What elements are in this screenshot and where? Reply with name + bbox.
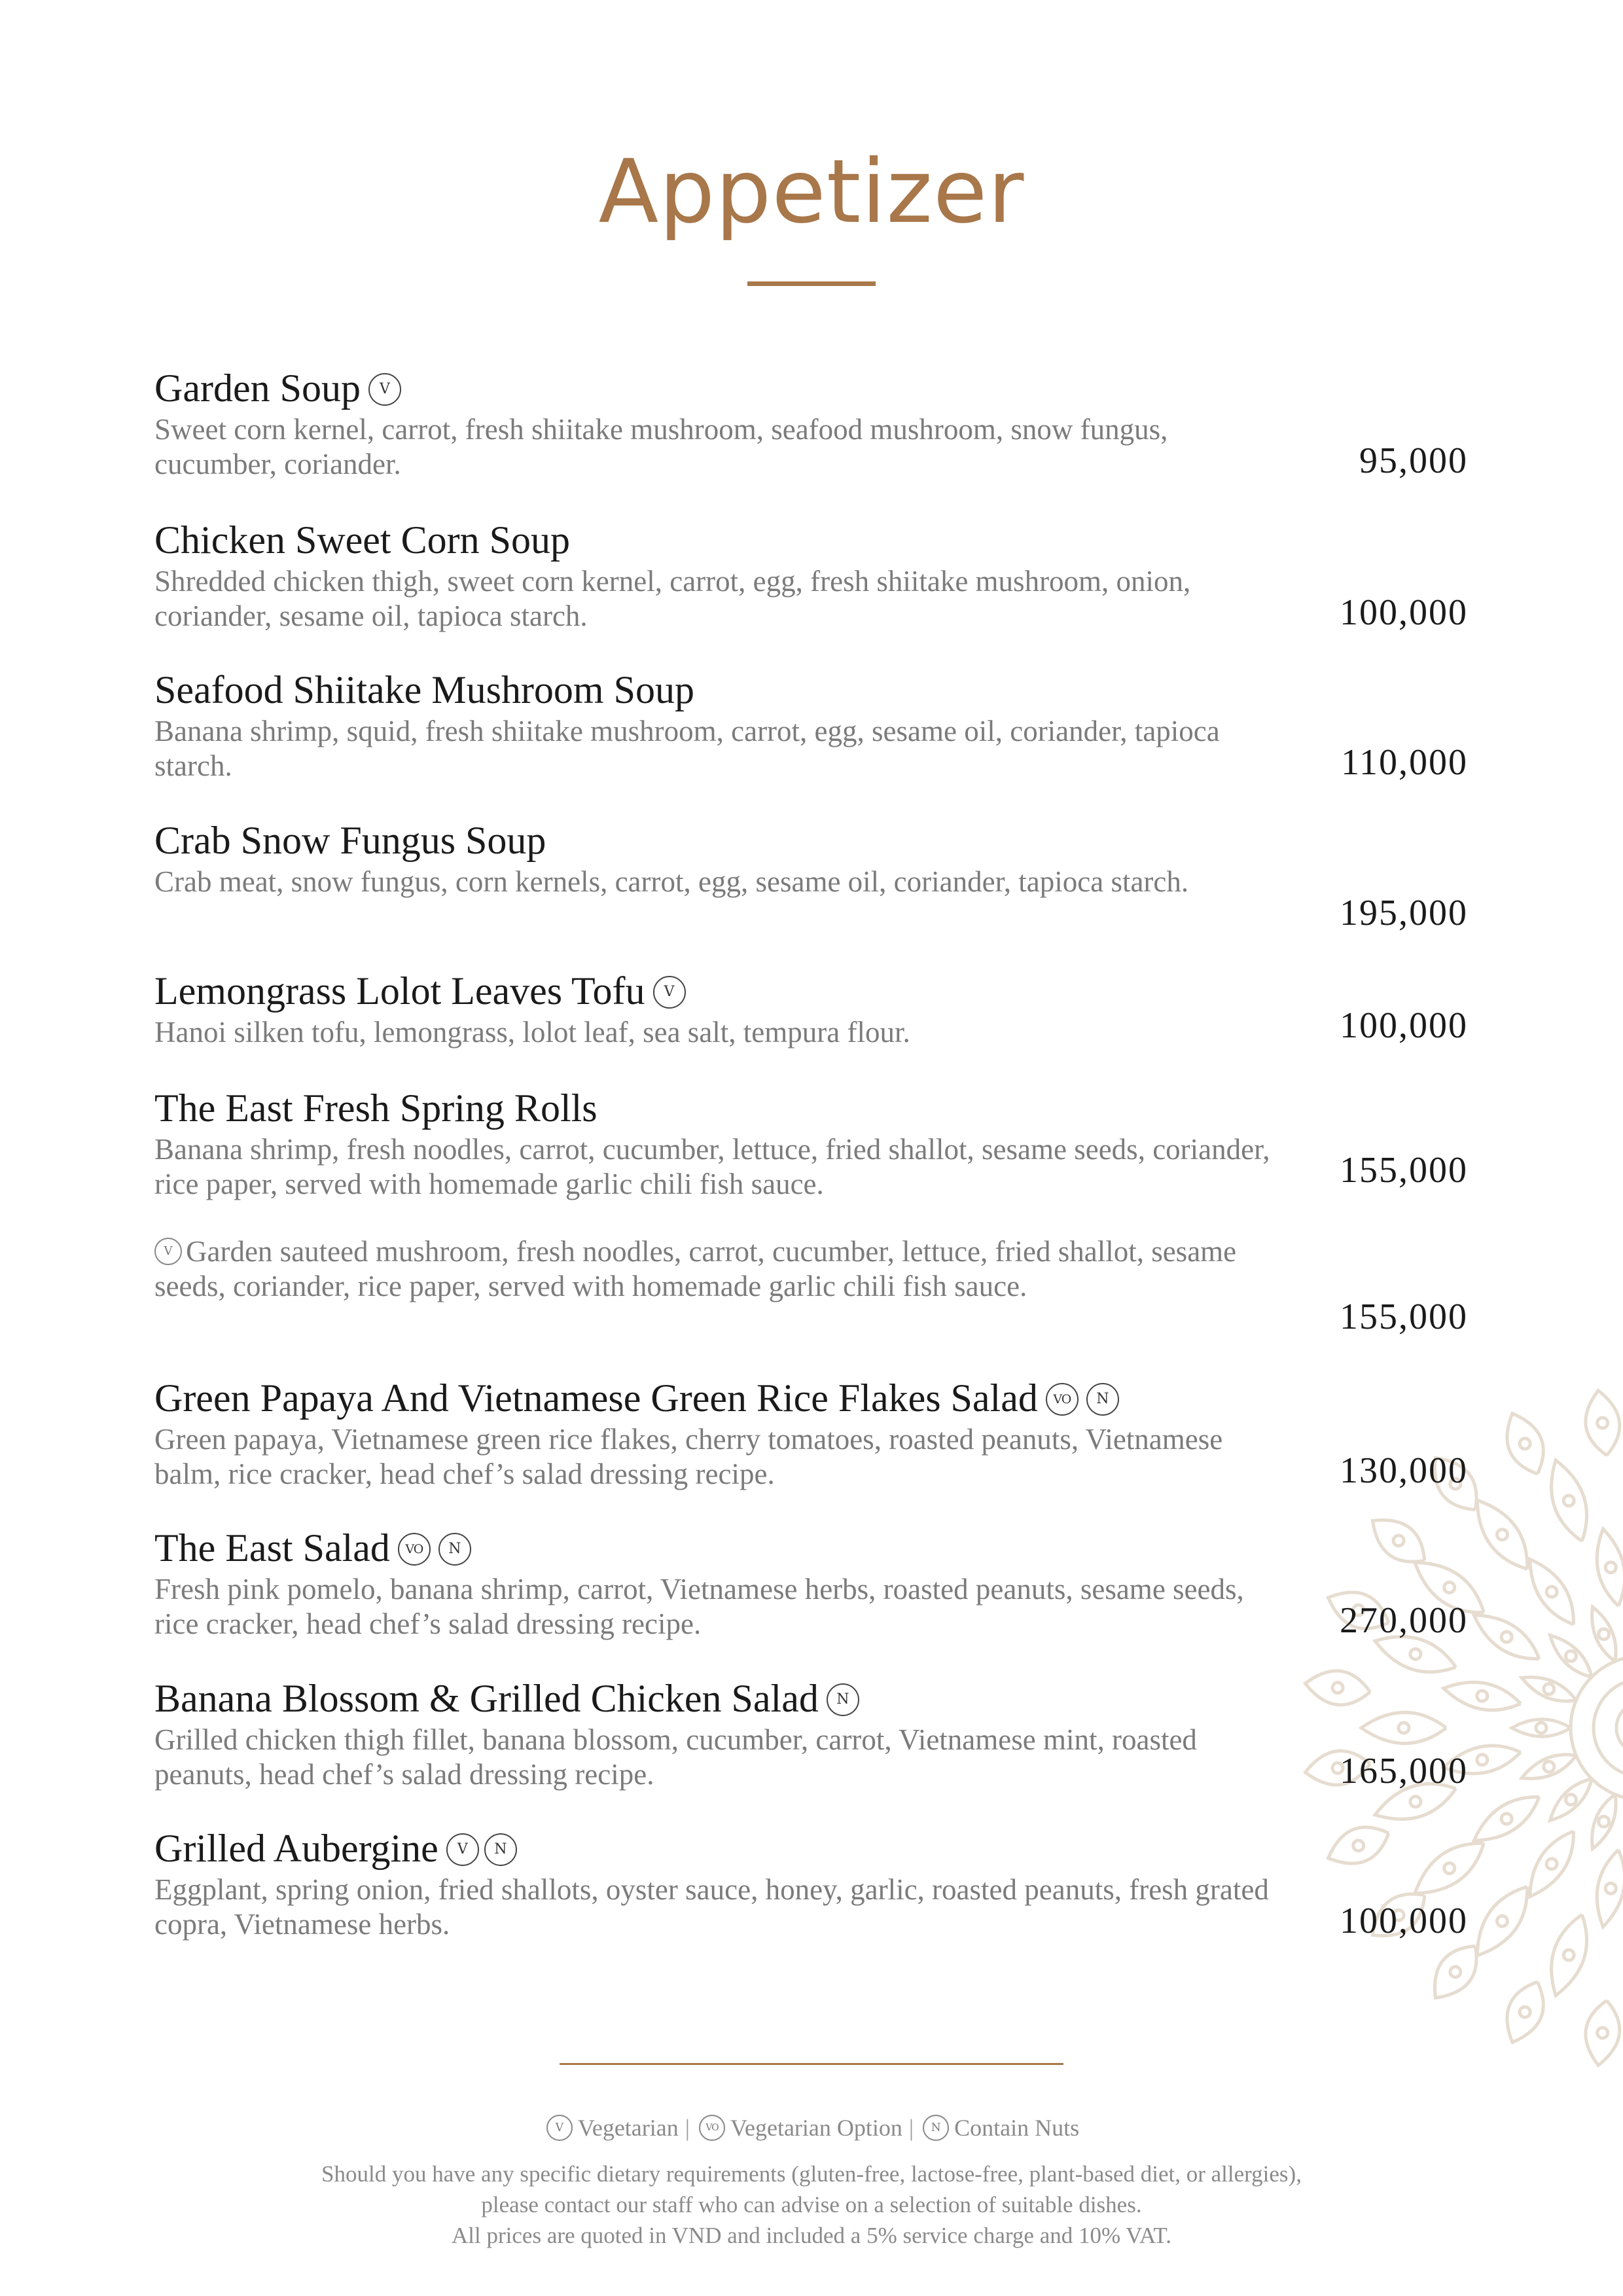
item-price: 110,000 — [1341, 742, 1468, 783]
vegetarian-badge-icon: V — [154, 1238, 182, 1265]
menu-item-banana-blossom-grilled-chicken-salad — [154, 1674, 1476, 1793]
menu-item-chicken-sweet-corn-soup — [154, 516, 1476, 635]
item-description: Grilled chicken thigh fillet, banana blossom, cucumber, carrot, Vietnamese mint, roasted peanuts, head chef’s salad dressing recipe. — [154, 1723, 1197, 1791]
item-price: 165,000 — [1340, 1751, 1468, 1791]
item-name: Chicken Sweet Corn Soup — [154, 518, 570, 562]
item-description: Eggplant, spring onion, fried shallots, oyster sauce, honey, garlic, roasted peanuts, fresh grated copra, Vietnamese herbs. — [154, 1873, 1269, 1941]
contains-nuts-badge-icon: N — [1086, 1383, 1119, 1416]
item-price: 95,000 — [1359, 440, 1468, 481]
menu-item-green-papaya-salad — [154, 1374, 1476, 1493]
item-name: The East Salad — [154, 1526, 390, 1570]
item-price: 270,000 — [1340, 1600, 1468, 1641]
legend-vegetarian-label: Vegetarian — [577, 2115, 679, 2141]
vegetarian-badge-icon: V — [446, 1833, 479, 1866]
legend-contain-nuts-label: Contain Nuts — [954, 2115, 1080, 2141]
contains-nuts-legend-icon: N — [923, 2115, 949, 2141]
vegetarian-badge-icon: V — [653, 976, 686, 1009]
item-name: Crab Snow Fungus Soup — [154, 819, 546, 862]
menu-item-garden-soup — [154, 364, 1476, 483]
vegetarian-legend-icon: V — [546, 2115, 573, 2141]
menu-item-lemongrass-lolot-leaves-tofu — [154, 967, 1476, 1052]
page-title: Appetizer — [598, 141, 1025, 243]
item-price: 100,000 — [1340, 592, 1468, 633]
vegetarian-badge-icon: V — [368, 373, 401, 406]
menu-item-crab-snow-fungus-soup — [154, 816, 1476, 935]
pricing-note: All prices are quoted in VND and included a 5% service charge and 10% VAT. — [452, 2223, 1171, 2248]
item-name: Garden Soup — [154, 367, 361, 410]
item-price: 130,000 — [1340, 1450, 1468, 1491]
dietary-note: Should you have any specific dietary requirements (gluten-free, lactose-free, plant-based diet, or allergies), — [321, 2161, 1302, 2187]
menu-item-spring-rolls-vegetarian — [154, 1234, 1476, 1339]
item-description: Fresh pink pomelo, banana shrimp, carrot, Vietnamese herbs, roasted peanuts, sesame seeds, rice cracker, head chef’s salad dressing recipe. — [154, 1573, 1244, 1640]
item-name: Grilled Aubergine — [154, 1827, 438, 1870]
item-description: Crab meat, snow fungus, corn kernels, carrot, egg, sesame oil, coriander, tapioca starch. — [154, 865, 1189, 898]
item-price: 100,000 — [1340, 1005, 1468, 1046]
vegetarian-option-badge-icon: VO — [1046, 1383, 1079, 1416]
contains-nuts-badge-icon: N — [827, 1683, 859, 1716]
item-description: Garden sauteed mushroom, fresh noodles, carrot, cucumber, lettuce, fried shallot, sesame seeds, coriander, rice paper, served with homemade garlic chili fish sauce. — [154, 1235, 1237, 1302]
legend-separator: | — [908, 2115, 914, 2141]
footer-divider — [560, 2063, 1063, 2065]
menu-item-grilled-aubergine — [154, 1824, 1476, 1943]
menu-item-the-east-fresh-spring-rolls — [154, 1084, 1476, 1203]
contains-nuts-badge-icon: N — [438, 1533, 471, 1566]
item-price: 195,000 — [1340, 893, 1468, 933]
item-price: 155,000 — [1340, 1297, 1468, 1337]
item-description: Sweet corn kernel, carrot, fresh shiitake mushroom, seafood mushroom, snow fungus, cucumber, coriander. — [154, 413, 1168, 480]
menu-item-the-east-salad — [154, 1524, 1476, 1643]
footer-notes — [0, 2159, 1623, 2251]
vegetarian-option-badge-icon: VO — [398, 1533, 431, 1566]
item-description: Hanoi silken tofu, lemongrass, lolot leaf, sea salt, tempura flour. — [154, 1016, 910, 1049]
item-name: The East Fresh Spring Rolls — [154, 1086, 597, 1130]
menu-item-seafood-shiitake-mushroom-soup — [154, 666, 1476, 785]
item-description: Green papaya, Vietnamese green rice flakes, cherry tomatoes, roasted peanuts, Vietnamese balm, rice cracker, head chef’s salad dressing recipe. — [154, 1423, 1223, 1490]
item-price: 100,000 — [1340, 1901, 1468, 1941]
item-description: Banana shrimp, fresh noodles, carrot, cucumber, lettuce, fried shallot, sesame seeds, coriander, rice paper, served with homemade garlic chili fish sauce. — [154, 1133, 1270, 1200]
item-description: Banana shrimp, squid, fresh shiitake mushroom, carrot, egg, sesame oil, coriander, tapioca starch. — [154, 715, 1220, 782]
contains-nuts-badge-icon: N — [484, 1833, 517, 1866]
dietary-legend — [0, 2111, 1623, 2145]
item-description: Shredded chicken thigh, sweet corn kernel, carrot, egg, fresh shiitake mushroom, onion, coriander, sesame oil, tapioca starch. — [154, 565, 1191, 632]
vegetarian-option-legend-icon: VO — [699, 2115, 725, 2141]
item-price: 155,000 — [1340, 1150, 1468, 1191]
item-name: Banana Blossom & Grilled Chicken Salad — [154, 1677, 819, 1720]
legend-separator: | — [685, 2115, 690, 2141]
item-name: Seafood Shiitake Mushroom Soup — [154, 668, 694, 711]
item-name: Lemongrass Lolot Leaves Tofu — [154, 969, 645, 1013]
staff-note: please contact our staff who can advise on a selection of suitable dishes. — [481, 2192, 1142, 2217]
item-name: Green Papaya And Vietnamese Green Rice Flakes Salad — [154, 1376, 1038, 1420]
legend-vegetarian-option-label: Vegetarian Option — [730, 2115, 902, 2141]
